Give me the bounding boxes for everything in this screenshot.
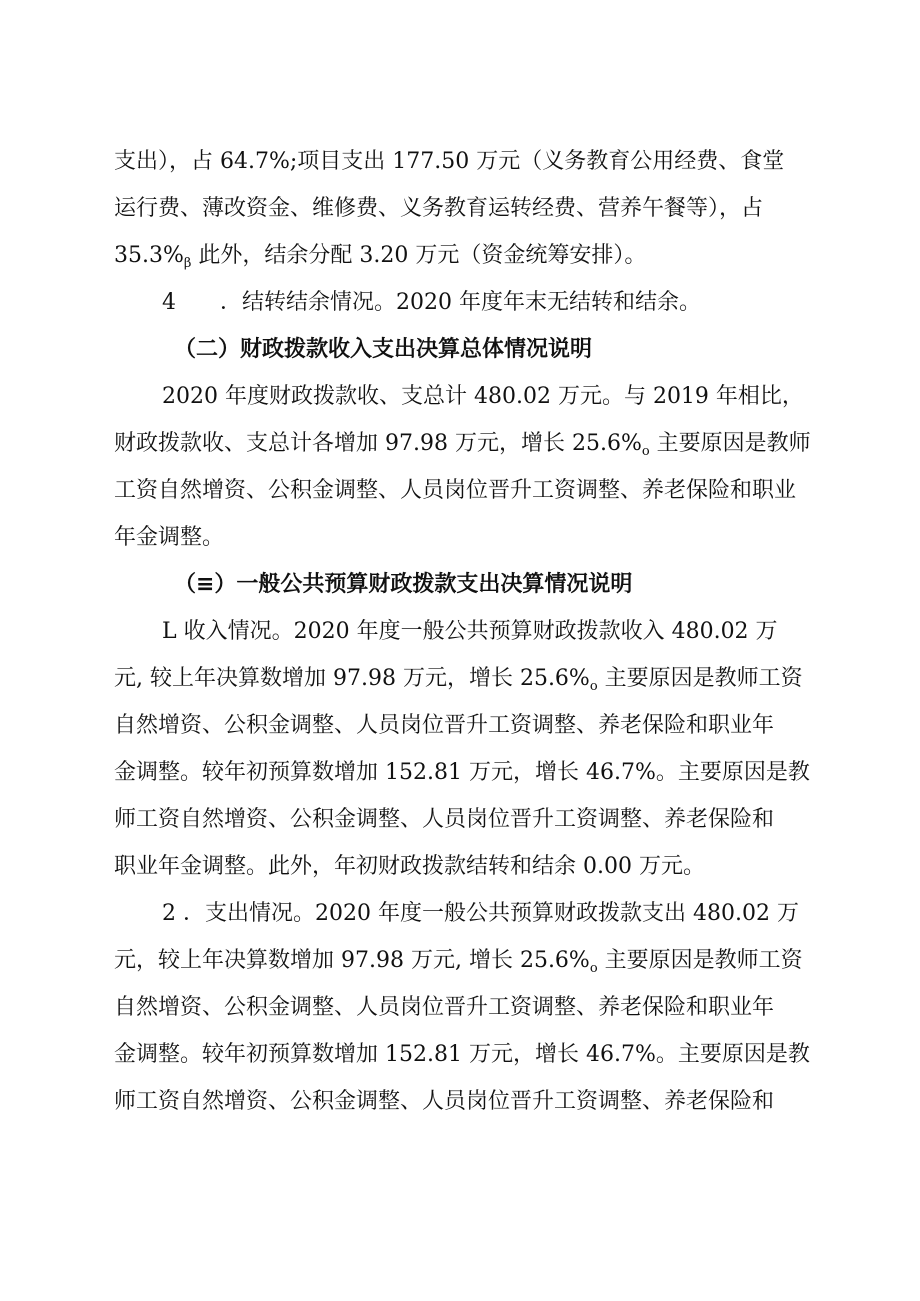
text-line [114, 232, 834, 279]
text-span: 主要原因是教师工资 [597, 666, 803, 691]
text-span: 财政拨款收、支总计各增加 97.98 万元，增长 25.6% [114, 431, 642, 456]
subscript-mark: β [183, 256, 192, 271]
text-line: 金调整。较年初预算数增加 152.81 万元，增长 46.7%。主要原因是教 [114, 1042, 810, 1067]
subscript-mark: o [589, 679, 598, 694]
text-line: 2020 年度财政拨款收、支总计 480.02 万元。与 2019 年相比， [162, 384, 804, 409]
text-span: 主要原因是教师 [649, 431, 811, 456]
text-line: 职业年金调整。此外，年初财政拨款结转和结余 0.00 万元。 [114, 854, 705, 879]
text-line: 金调整。较年初预算数增加 152.81 万元，增长 46.7%。主要原因是教 [114, 760, 810, 785]
subscript-mark: o [641, 444, 650, 459]
text-span: 元，较上年决算数增加 97.98 万元, 增长 25.6% [114, 948, 590, 973]
list-number: 4 [162, 290, 176, 315]
text-line [114, 655, 834, 702]
subscript-mark: o [589, 961, 598, 976]
section-heading: （≡）一般公共预算财政拨款支出决算情况说明 [174, 572, 633, 597]
text-line: 2 ．支出情况。2020 年度一般公共预算财政拨款支出 480.02 万 [162, 901, 799, 926]
text-span: ．结转结余情况。2020 年度年末无结转和结余。 [220, 290, 701, 315]
text-line: 支出），占 64.7%;项目支出 177.50 万元（义务教育公用经费、食堂 [114, 149, 785, 174]
text-line: 工资自然增资、公积金调整、人员岗位晋升工资调整、养老保险和职业 [114, 478, 797, 503]
text-line [114, 937, 834, 984]
text-span: 主要原因是教师工资 [597, 948, 803, 973]
text-line: 师工资自然增资、公积金调整、人员岗位晋升工资调整、养老保险和 [114, 807, 775, 832]
text-line: 年金调整。 [114, 525, 225, 550]
document-body [114, 138, 834, 1125]
text-line: 自然增资、公积金调整、人员岗位晋升工资调整、养老保险和职业年 [114, 713, 775, 738]
text-line: L 收入情况。2020 年度一般公共预算财政拨款收入 480.02 万 [162, 619, 778, 644]
section-heading: （二）财政拨款收入支出决算总体情况说明 [174, 337, 593, 362]
text-line: 运行费、薄改资金、维修费、义务教育运转经费、营养午餐等），占 [114, 196, 764, 221]
text-span: 元, 较上年决算数增加 97.98 万元，增长 25.6% [114, 666, 590, 691]
text-span: 此外，结余分配 3.20 万元（资金统筹安排）。 [191, 243, 647, 268]
text-line [114, 420, 834, 467]
text-line: 师工资自然增资、公积金调整、人员岗位晋升工资调整、养老保险和 [114, 1089, 775, 1114]
text-line [114, 279, 834, 326]
text-line: 自然增资、公积金调整、人员岗位晋升工资调整、养老保险和职业年 [114, 995, 775, 1020]
text-span: 35.3% [114, 243, 184, 268]
